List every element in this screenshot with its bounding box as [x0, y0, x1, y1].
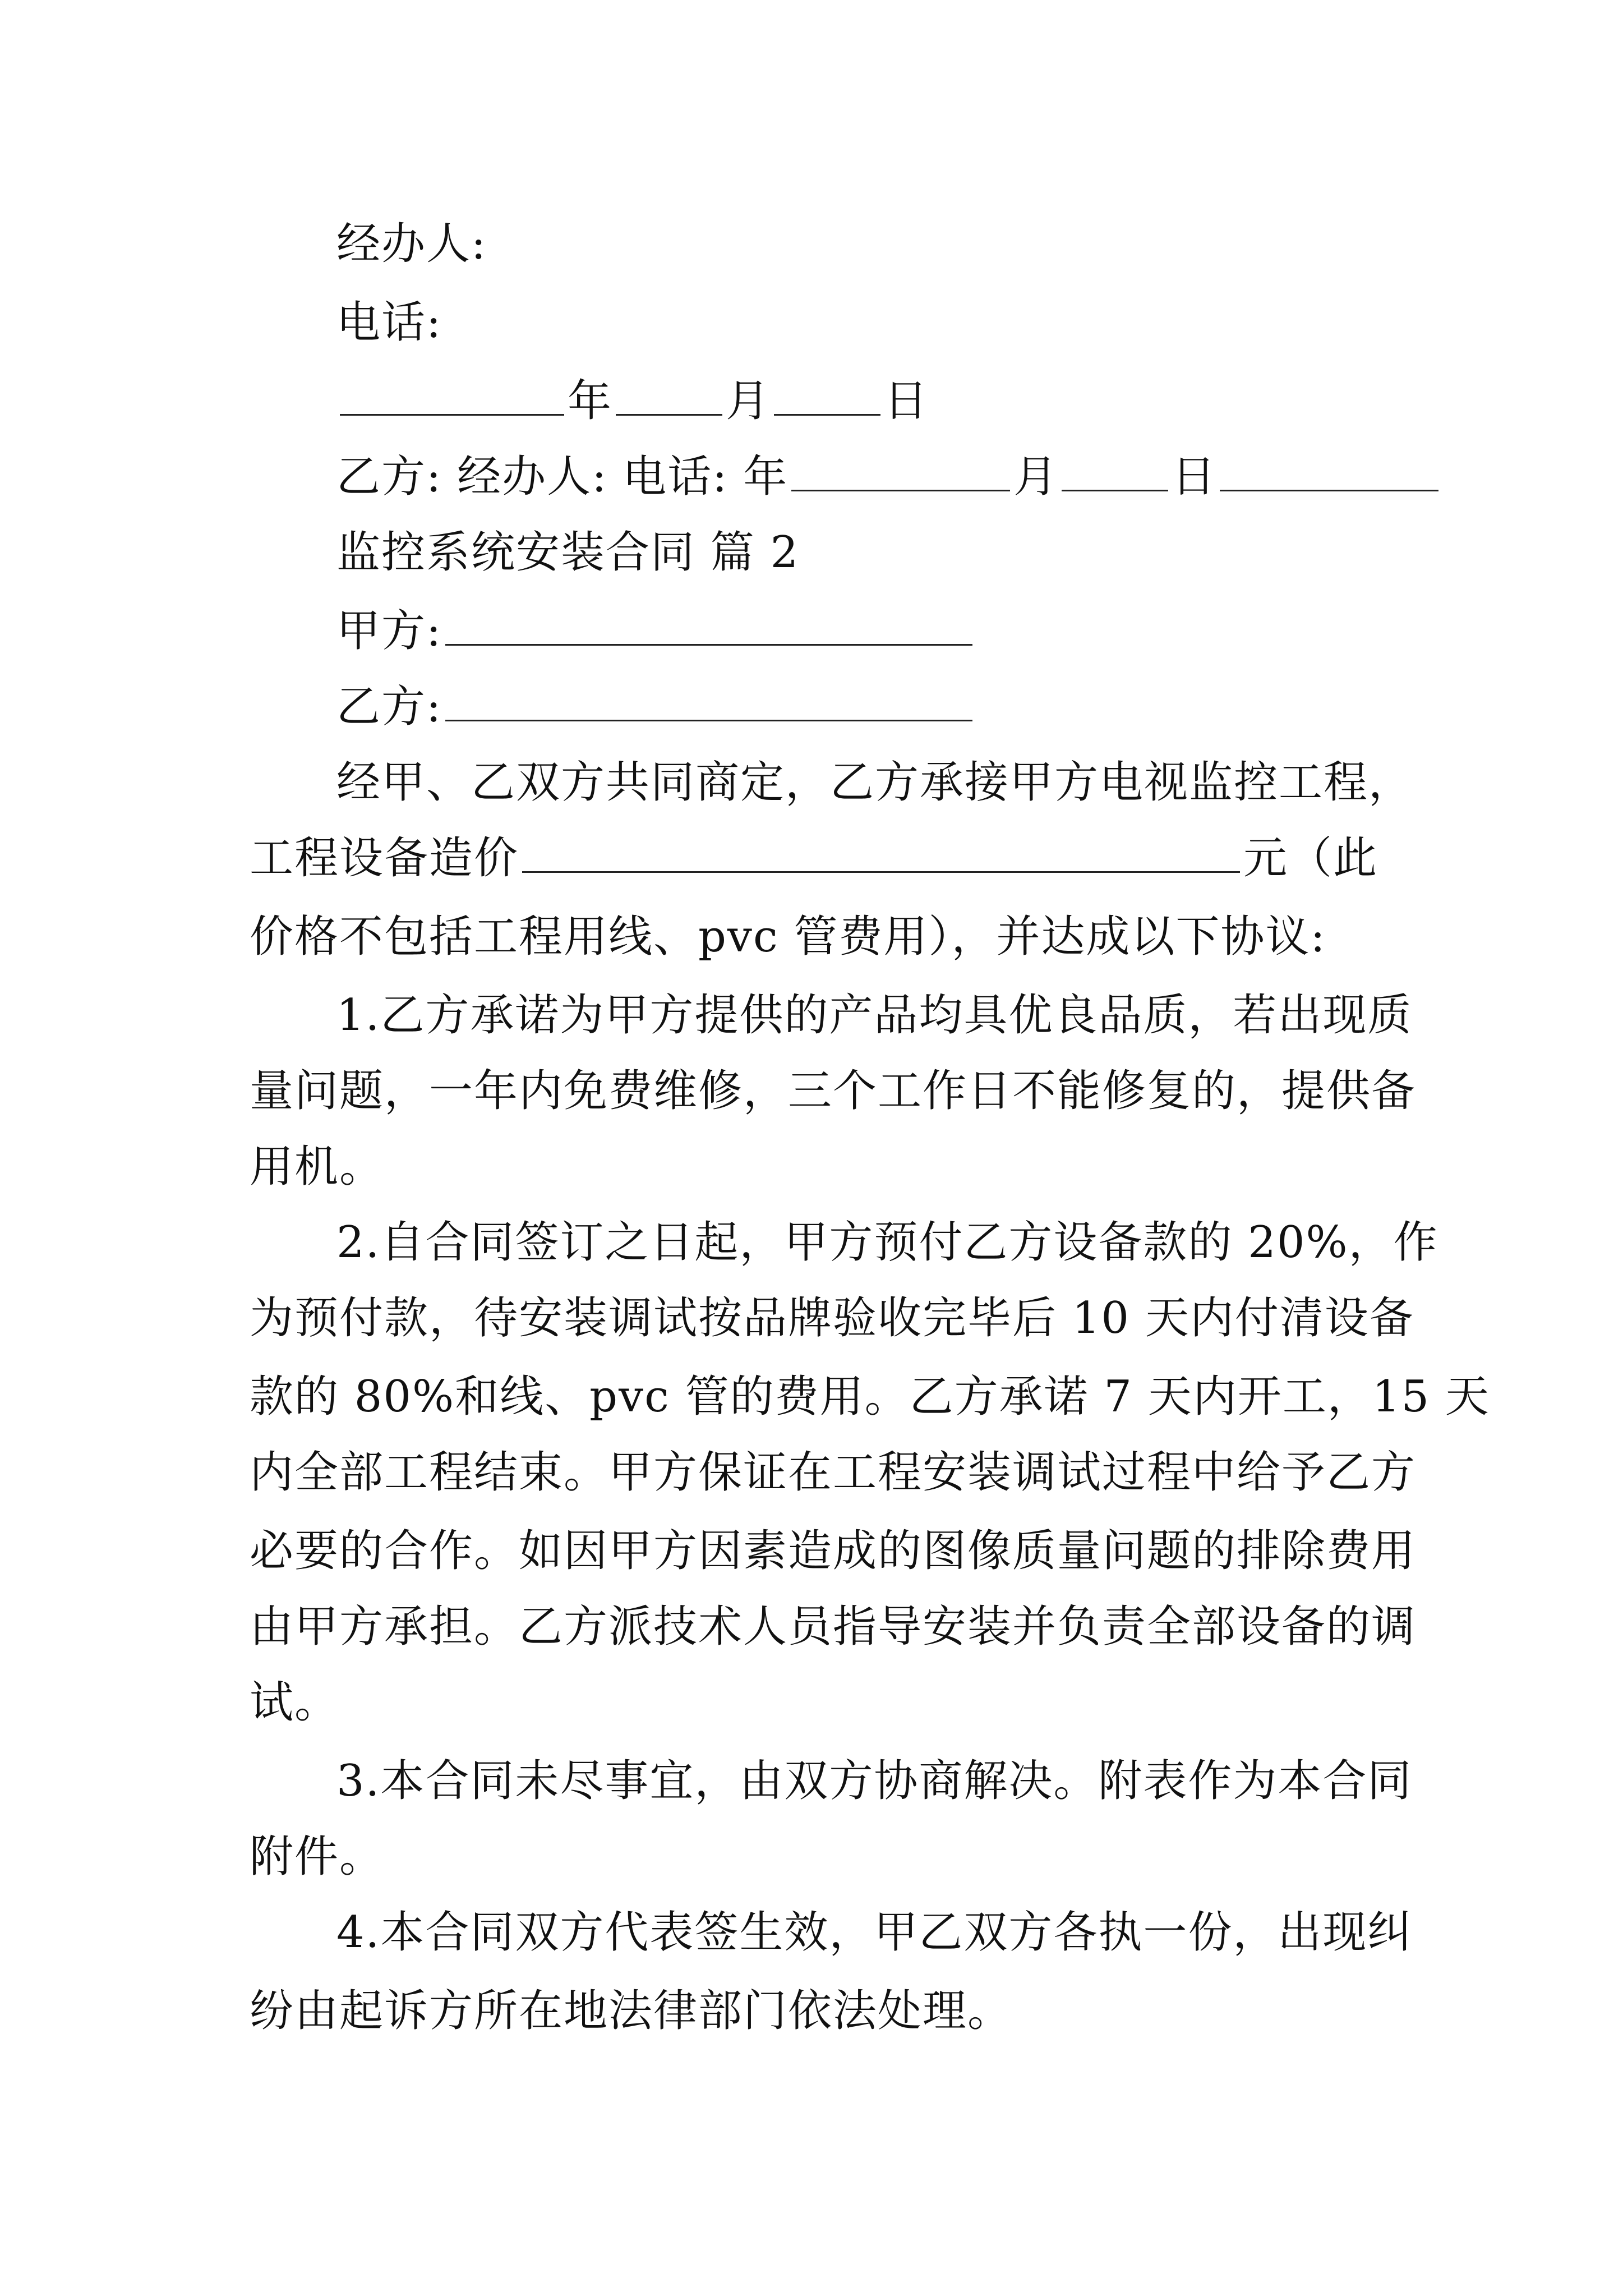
contract-title: 监控系统安装合同 篇 2 [336, 527, 800, 578]
party-b-year-blank [791, 450, 1010, 491]
cost-label: 工程设备造价 [250, 833, 519, 884]
clause-2-line-7: 试。 [250, 1677, 340, 1728]
cost-blank [522, 832, 1240, 873]
clause-1-line-3: 用机。 [250, 1142, 385, 1192]
intro-line-1: 经甲、乙双方共同商定，乙方承接甲方电视监控工程， [336, 757, 1414, 808]
date-line [336, 373, 929, 429]
month-blank [616, 375, 722, 416]
clause-2-line-1: 2.自合同签订之日起，甲方预付乙方设备款的 20%，作 [336, 1217, 1438, 1268]
intro-line-2 [250, 830, 1378, 886]
clause-2-line-4: 内全部工程结束。甲方保证在工程安装调试过程中给予乙方 [250, 1447, 1417, 1498]
clause-2-line-6: 由甲方承担。乙方派技术人员指导安装并负责全部设备的调 [250, 1602, 1417, 1652]
party-b-sign-label: 乙方: 经办人: 电话: 年 [336, 452, 789, 502]
party-b-day-label: 日 [1172, 452, 1217, 502]
clause-2-line-5: 必要的合作。如因甲方因素造成的图像质量问题的排除费用 [250, 1526, 1417, 1576]
clause-2-line-3: 款的 80%和线、pvc 管的费用。乙方承诺 7 天内开工，15 天 [250, 1372, 1490, 1422]
party-a-blank [445, 605, 972, 646]
clause-4-line-2: 纷由起诉方所在地法律部门依法处理。 [250, 1986, 1013, 2036]
year-blank [340, 375, 564, 416]
date-month-label: 月 [726, 376, 771, 426]
party-a-label: 甲方: [336, 606, 442, 656]
date-day-label: 日 [884, 376, 929, 426]
date-year-label: 年 [568, 376, 613, 426]
party-b-line [336, 679, 976, 735]
intro-line-3: 价格不包括工程用线、pvc 管费用），并达成以下协议: [250, 912, 1326, 962]
clause-1-line-1: 1.乙方承诺为甲方提供的产品均具优良品质，若出现质 [336, 990, 1413, 1041]
party-b-month-blank [1062, 450, 1168, 491]
party-a-line [336, 603, 976, 659]
handler-label: 经办人: [336, 219, 487, 269]
phone-label: 电话: [336, 297, 442, 348]
party-b-day-blank [1220, 450, 1438, 491]
party-b-sign-line [336, 449, 1442, 505]
clause-2-line-2: 为预付款，待安装调试按品牌验收完毕后 10 天内付清设备 [250, 1293, 1414, 1343]
party-b-label: 乙方: [336, 682, 442, 732]
cost-unit: 元（此 [1243, 833, 1378, 884]
clause-4-line-1: 4.本合同双方代表签生效，甲乙双方各执一份，出现纠 [336, 1907, 1413, 1958]
clause-1-line-2: 量问题，一年内免费维修，三个工作日不能修复的，提供备 [250, 1066, 1417, 1116]
party-b-blank [445, 680, 972, 721]
clause-3-line-2: 附件。 [250, 1832, 385, 1882]
clause-3-line-1: 3.本合同未尽事宜，由双方协商解决。附表作为本合同 [336, 1756, 1413, 1806]
day-blank [774, 375, 880, 416]
party-b-month-label: 月 [1013, 452, 1059, 502]
